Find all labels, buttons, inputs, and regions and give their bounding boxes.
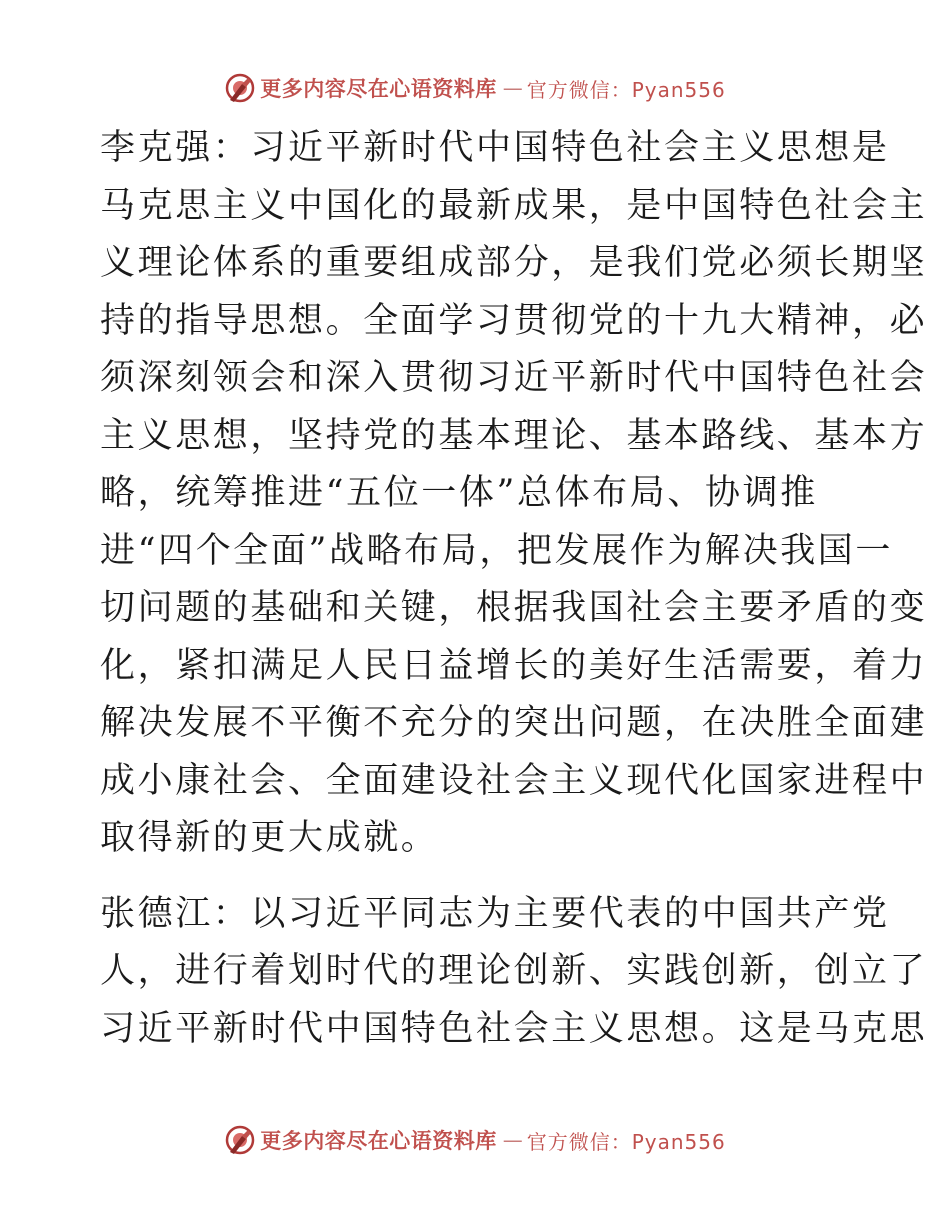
- text-line: 进“四个全面”战略布局，把发展作为解决我国一: [100, 530, 893, 571]
- text-line: 义理论体系的重要组成部分，是我们党必须长期坚: [100, 243, 928, 283]
- text-line: 取得新的更大成就。: [100, 818, 439, 858]
- text-line: 习近平新时代中国特色社会主义思想。这是马克思: [100, 1008, 928, 1049]
- header-wechat-text: 官方微信：Pyan556: [526, 77, 726, 102]
- text-line: 略，统筹推进“五位一体”总体布局、协调推: [100, 473, 818, 513]
- text-line: 主义思想，坚持党的基本理论、基本路线、基本方: [100, 415, 928, 456]
- text-line: 化，紧扣满足人民日益增长的美好生活需要，着力: [100, 645, 928, 686]
- footer-brand-text: 更多内容尽在心语资料库: [260, 1128, 497, 1153]
- page-footer: [0, 1124, 950, 1156]
- paragraph-li-keqiang: [100, 120, 928, 868]
- page-header: [0, 72, 950, 104]
- text-line: 张德江：以习近平同志为主要代表的中国共产党: [100, 893, 890, 934]
- pen-logo-icon: [224, 1124, 256, 1156]
- text-line: 解决发展不平衡不充分的突出问题，在决胜全面建: [100, 703, 928, 743]
- footer-dash: —: [502, 1128, 523, 1152]
- text-line: 李克强：习近平新时代中国特色社会主义思想是: [100, 128, 890, 168]
- header-brand-text: 更多内容尽在心语资料库: [260, 76, 497, 101]
- document-body: [100, 120, 928, 1076]
- text-line: 成小康社会、全面建设社会主义现代化国家进程中: [100, 760, 928, 801]
- text-line: 持的指导思想。全面学习贯彻党的十九大精神，必: [100, 300, 928, 341]
- footer-wechat-text: 官方微信：Pyan556: [526, 1129, 726, 1154]
- paragraph-zhang-dejiang: [100, 886, 928, 1059]
- pen-logo-icon: [224, 72, 256, 104]
- text-line: 马克思主义中国化的最新成果，是中国特色社会主: [100, 185, 928, 226]
- text-line: 须深刻领会和深入贯彻习近平新时代中国特色社会: [100, 358, 928, 398]
- text-line: 切问题的基础和关键，根据我国社会主要矛盾的变: [100, 588, 928, 628]
- header-dash: —: [502, 76, 523, 100]
- text-line: 人，进行着划时代的理论创新、实践创新，创立了: [100, 951, 928, 991]
